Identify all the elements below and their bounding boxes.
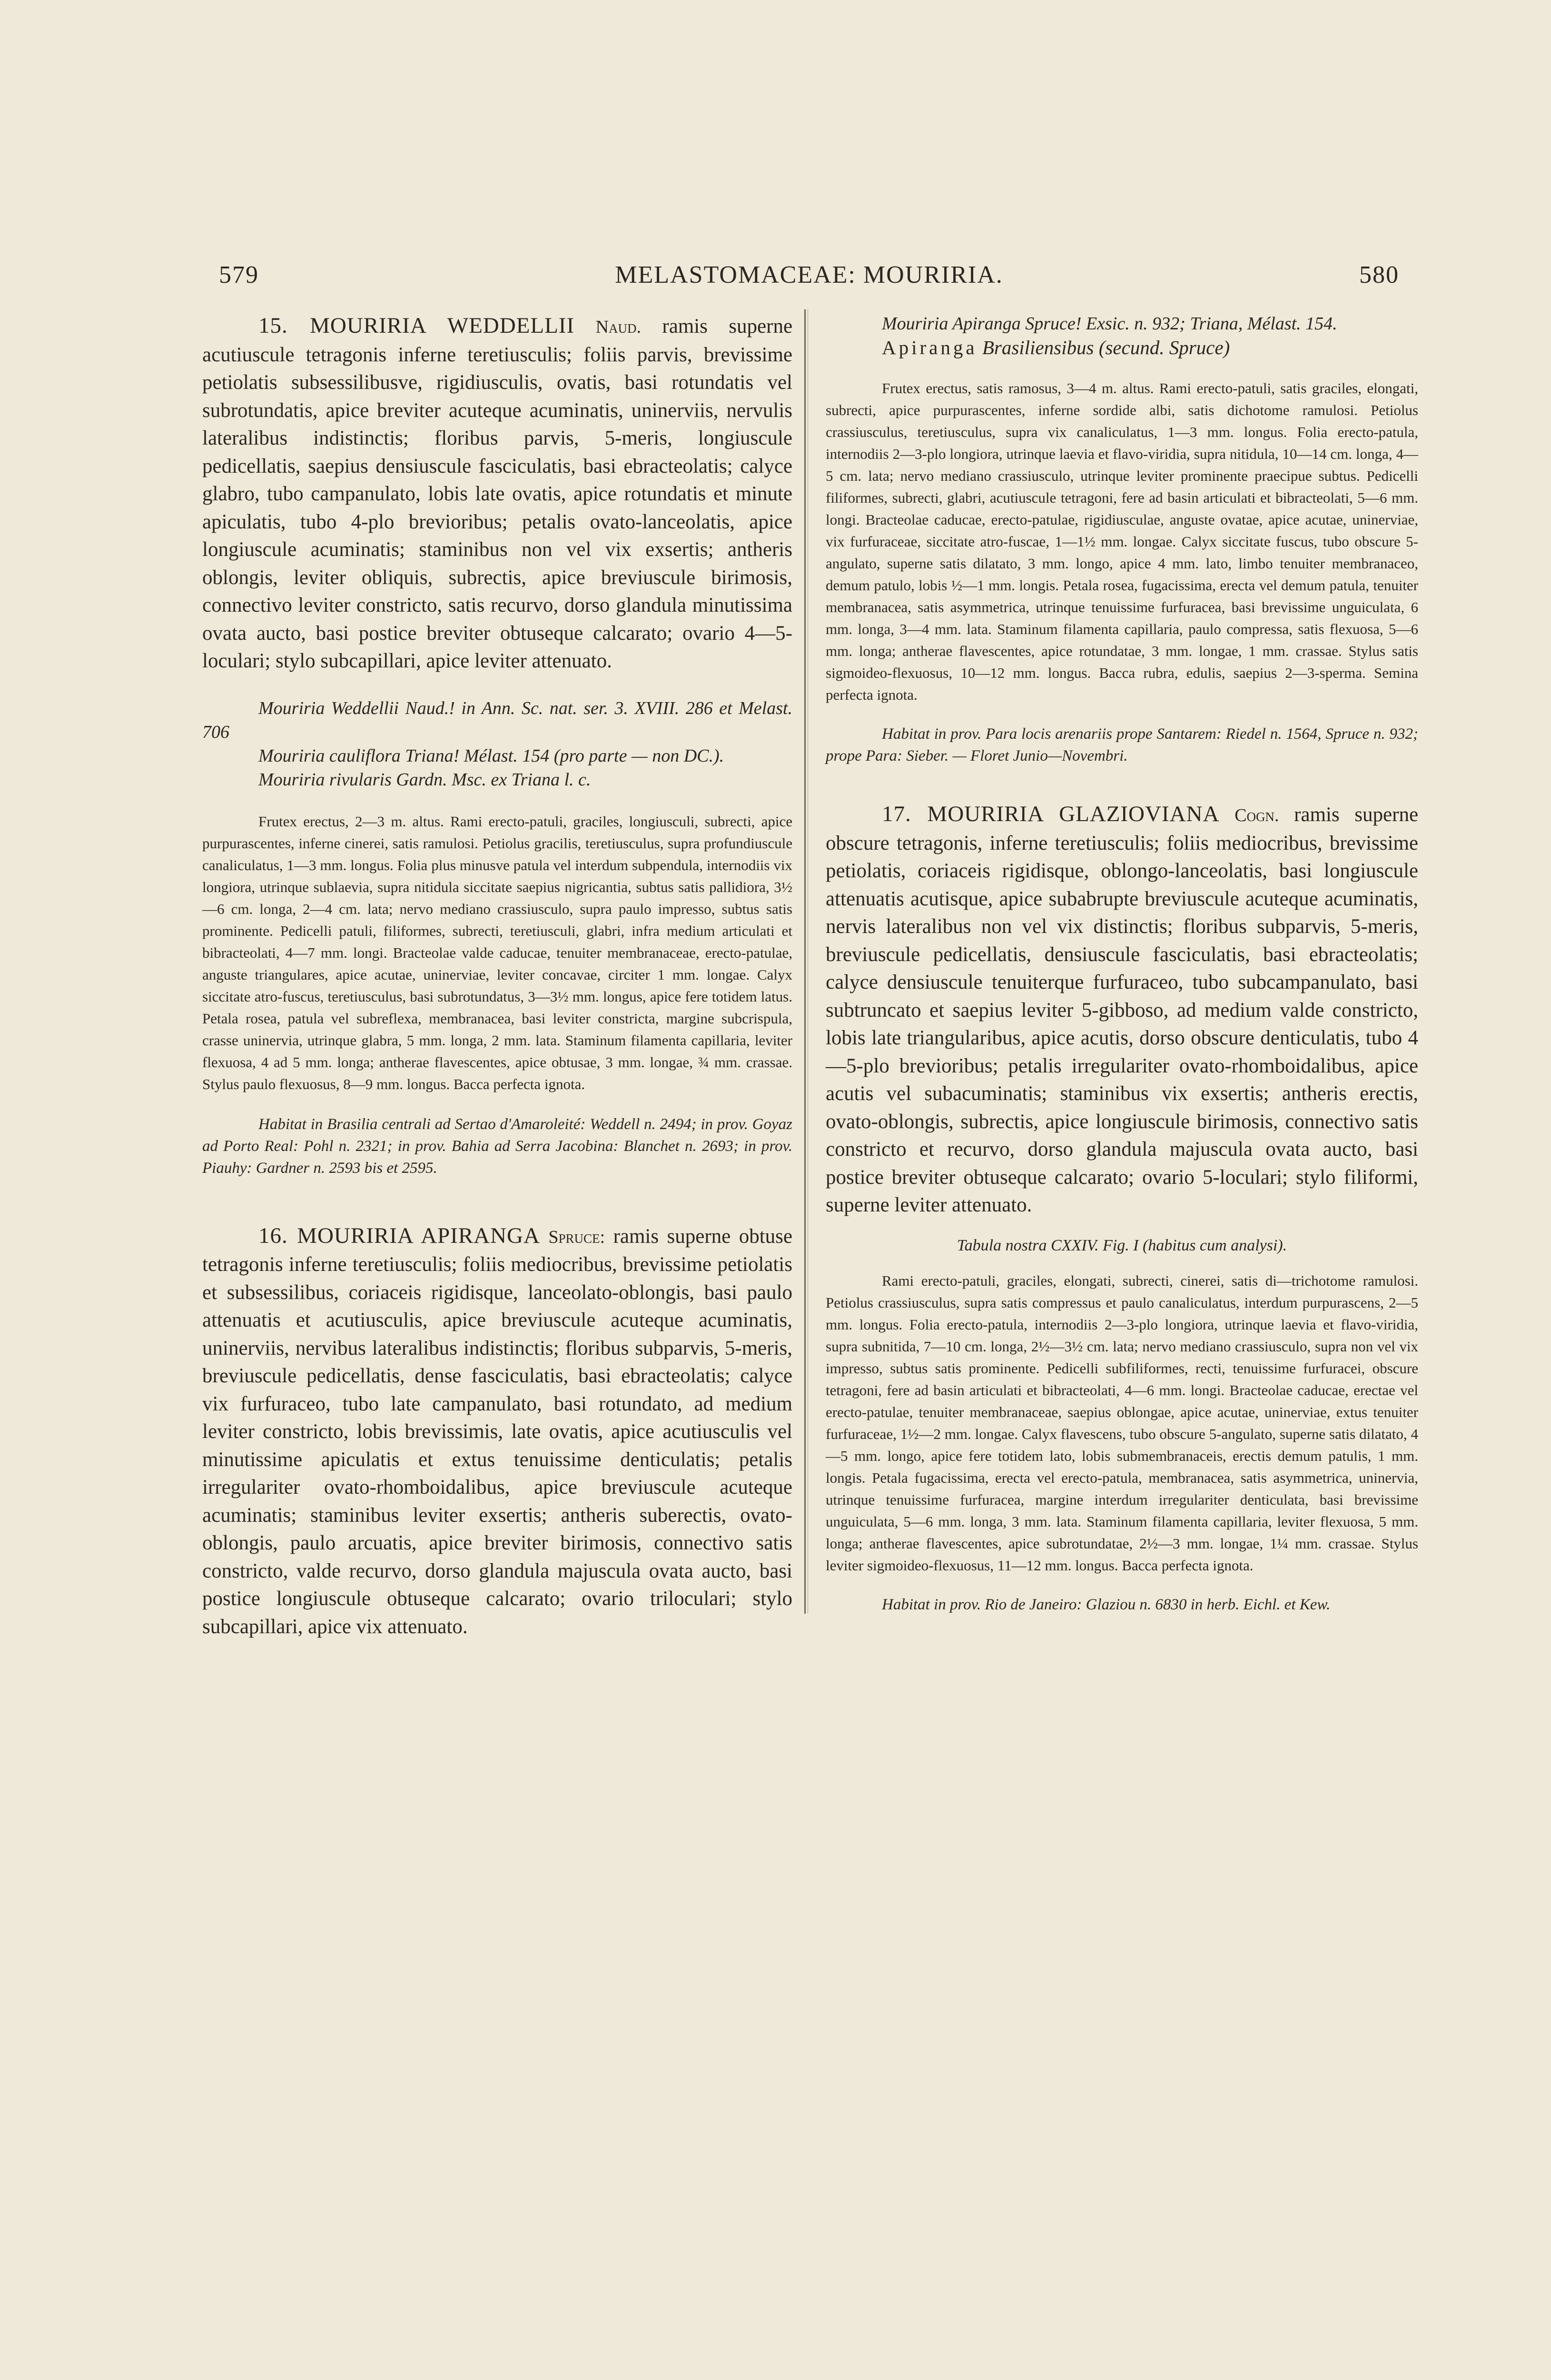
species-16-synonym: Mouriria Apiranga Spruce! Exsic. n. 932; Triana, Mélast. 154. [882, 314, 1337, 334]
species-17-heading: 17. MOURIRIA GLAZIOVIANA [882, 802, 1220, 826]
species-17-habitat: Habitat in prov. Rio de Janeiro: Glaziou n. 6830 in herb. Eichl. et Kew. [882, 1596, 1331, 1613]
species-17-description [826, 800, 1418, 1220]
page-header [219, 261, 1399, 304]
species-15-detailed-description: Frutex erectus, 2—3 m. altus. Rami erecto-patuli, graciles, longiusculi, subrecti, apice purpurascentes, inferne cinerei, satis ramulosi. Petiolus gracilis, teretiusculus, supra profundiuscule canaliculatus, 1—3 mm. longus. Folia plus minusve patula vel interdum subpendula, internodiis vix longiora, utrinque sublaevia, supra nitidula siccitate saepius nigricantia, subtus satis pallidiora, 3½—6 cm. longa, 2—4 cm. lata; nervo mediano crassiusculo, supra paulo impresso, subtus satis prominente. Pedicelli patuli, filiformes, subrecti, teretiusculi, glabri, infra medium articulati et bibracteolati, 4—7 mm. longi. Bracteolae valde caducae, tenuiter membranaceae, erecto-patulae, anguste triangulares, apice acutae, uninerviae, leviter concavae, circiter 1 mm. longae. Calyx siccitate atro-fuscus, teretiusculus, basi subrotundatus, 3—3½ mm. longus, apice fere totidem latus. Petala rosea, patula vel subreflexa, membranacea, basi leviter constricta, margine subcrispula, crasse uninervia, utrinque glabra, 5 mm. longa, 2 mm. lata. Staminum filamenta capillaria, leviter flexuosa, 4 ad 5 mm. longa; antherae flavescentes, apice obtusae, 3 mm. longae, ¾ mm. crassae. Stylus paulo flexuosus, 8—9 mm. longus. Bacca perfecta ignota. [202, 813, 792, 1092]
species-17-diagnosis: ramis superne obscure tetragonis, inferne teretiusculis; foliis mediocribus, brevissime petiolatis, coriaceis rigidisque, oblongo-lanceolatis, basi longiuscule attenuatis acutisque, apice subabrupte breviuscule acuteque acuminatis, nervis lateralibus non vel vix distinctis; floribus subparvis, 5-meris, breviuscule pedicellatis, densiuscule fasciculatis, basi ebracteolatis; calyce densiuscule tenuiterque furfuraceo, tubo subcampanulato, basi subtruncato et saepius leviter 5-gibboso, ad medium valde constricto, lobis late triangularibus, apice acutis, dorso obscure denticulatis, tubo 4—5-plo brevioribus; petalis irregulariter ovato-rhomboidalibus, apice acutis vel subacuminatis; staminibus vix exsertis; antheris erectis, ovato-oblongis, subrectis, apice longiuscule birimosis, connectivo satis constricto et recurvo, dorso glandula majuscula ovata aucto, basi postice breviter obtuseque calcarato; ovario 5-loculari; stylo filiformi, superne leviter attenuato. [826, 803, 1419, 1216]
page-number-right: 580 [1359, 261, 1399, 288]
species-15-author: Naud. [595, 317, 641, 337]
species-16-habitat: Habitat in prov. Para locis arenariis prope Santarem: Riedel n. 1564, Spruce n. 932; prope Para: Sieber. — Floret Junio—Novembri. [826, 725, 1418, 764]
vernacular-note: Brasiliensibus (secund. Spruce) [982, 337, 1230, 358]
species-17-detailed-description: Rami erecto-patuli, graciles, elongati, subrecti, cinerei, satis di—trichotome ramulosi. Petiolus crassiusculus, supra satis compressus et paulo canaliculatus, interdum purpurascens, 2—5 mm. longus. Folia erecto-patula, internodiis 2—3-plo longiora, utrinque laevia et flavo-viridia, supra subnitida, 7—10 cm. longa, 2½—3½ cm. lata; nervo mediano crassiusculo, supra non vel vix impresso, subtus satis prominente. Pedicelli subfiliformes, recti, tenuissime furfuracei, obscure tetragoni, fere ad basin articulati et bibracteolati, 4—6 mm. longi. Bracteolae caducae, erectae vel erecto-patulae, tenuiter membranaceae, saepius oblongae, apice acutae, uninerviae, extus tenuiter furfuraceae, 1½—2 mm. longae. Calyx flavescens, tubo obscure 5-angulato, superne satis dilatato, 4—5 mm. longo, apice fere totidem lato, lobis submembranaceis, erectis demum patulis, 1 mm. longis. Petala fugacissima, erecta vel erecto-patula, membranacea, satis asymmetrica, uninervia, utrinque tenuissime furfuracea, margine interdum irregulariter denticulata, basi brevissime unguiculata, 5—6 mm. longa, 3 mm. lata. Staminum filamenta capillaria, leviter flexuosa, 5 mm. longa; antherae flavescentes, apice subrotundatae, 2½—3 mm. longae, 1¼ mm. crassae. Stylus leviter sigmoideo-flexuosus, 11—12 mm. longus. Bacca perfecta ignota. [826, 1272, 1418, 1574]
running-title: MELASTOMACEAE: MOURIRIA. [615, 261, 1003, 288]
vernacular-name: Apiranga [882, 337, 978, 358]
species-15-description [202, 312, 792, 675]
species-15-habitat: Habitat in Brasilia centrali ad Sertao d'Amaroleité: Weddell n. 2494; in prov. Goyaz ad Porto Real: Pohl n. 2321; in prov. Bahia ad Serra Jacobina: Blanchet n. 2693; in prov. Piauhy: Gardner n. 2593 bis et 2595. [202, 1115, 792, 1177]
species-16-description [202, 1222, 792, 1641]
species-16-detailed-description: Frutex erectus, satis ramosus, 3—4 m. altus. Rami erecto-patuli, satis graciles, elongati, subrecti, apice purpurascentes, inferne sordide albi, satis dichotome ramulosi. Petiolus crassiusculus, teretiusculus, supra vix canaliculatus, 1—3 mm. longus. Folia erecto-patula, internodiis 2—3-plo longiora, utrinque laevia et flavo-viridia, supra nitidula, 10—14 cm. longa, 4—5 cm. lata; nervo mediano crassiusculo, utrinque leviter prominente praecipue subtus. Pedicelli filiformes, subrecti, glabri, acutiuscule tetragoni, fere ad basin articulati et bibracteolati, 5—6 mm. longi. Bracteolae caducae, erecto-patulae, rigidiusculae, anguste ovatae, apice acutae, uninerviae, vix furfuraceae, siccitate atro-fuscae, 1—1½ mm. longae. Calyx siccitate fuscus, tubo obscure 5-angulato, superne satis dilatato, 3 mm. longo, apice 4 mm. lato, limbo tenuiter membranaceo, demum patulo, lobis ½—1 mm. longis. Petala rosea, fugacissima, erecta vel demum patula, tenuiter membranacea, satis asymmetrica, utrinque tenuissime furfuracea, basi brevissime unguiculata, 6 mm. longa, 3—4 mm. lata. Staminum filamenta capillaria, paulo compressa, satis flexuosa, 5—6 mm. longa; antherae flavescentes, apice rotundatae, 3 mm. longae, 1 mm. crassae. Stylus satis sigmoideo-flexuosus, 10—12 mm. longus. Bacca rubra, edulis, saepius 2—3-sperma. Semina perfecta ignota. [826, 380, 1418, 703]
species-15-diagnosis: ramis superne acutiuscule tetragonis inferne teretiusculis; foliis parvis, brevissime petiolatis subsessilibusve, rigidiusculis, ovatis, basi rotundatis vel subrotundatis, apice breviter acuteque acuminatis, uninerviis, nervulis lateralibus indistinctis; floribus parvis, 5-meris, longiuscule pedicellatis, saepius densiuscule fasciculatis, basi ebracteolatis; calyce glabro, tubo campanulato, lobis late ovatis, apice rotundatis et minute apiculatis, tubo 4-plo brevioribus; petalis ovato-lanceolatis, apice longiuscule acuminatis; staminibus non vel vix exsertis; antheris oblongis, leviter obliquis, subrectis, apice breviuscule birimosis, connectivo leviter constricto, satis recurvo, dorso glandula minutissima ovata aucto, basi postice breviter obtuseque calcarato; ovario 4—5-loculari; stylo subcapillari, apice leviter attenuato. [202, 315, 793, 672]
species-16-vernacular [826, 336, 1418, 359]
plate-reference: Tabula nostra CXXIV. Fig. I (habitus cum analysi). [957, 1236, 1287, 1254]
species-16-author: Spruce: [548, 1227, 605, 1247]
right-column [826, 312, 1418, 1616]
species-16-diagnosis: ramis superne obtuse tetragonis inferne teretiusculis; foliis mediocribus, brevissime petiolatis et subsessilibus, coriaceis rigidisque, lanceolato-oblongis, basi paulo attenuatis et acutiusculis, apice breviuscule acuteque acuminatis, uninerviis, nervibus lateralibus indistinctis; floribus subparvis, 5-meris, breviuscule pedicellatis, dense fasciculatis, basi ebracteolatis; calyce vix furfuraceo, tubo late campanulato, basi rotundato, ad medium leviter constricto, lobis brevissimis, late ovatis, apice acutiusculis vel minutissime apiculatis et extus tenuissime denticulatis; petalis irregulariter ovato-rhomboidalibus, apice breviuscule acuteque acuminatis; staminibus leviter exsertis; antheris suberectis, ovato-oblongis, paulo arcuatis, apice breviter birimosis, connectivo satis constricto, valde recurvo, dorso glandula majuscula ovata aucto, basi postice longiuscule obtuseque calcarato; ovario triloculari; stylo subcapillari, apice vix attenuato. [202, 1225, 792, 1638]
species-15-heading: 15. MOURIRIA WEDDELLII [258, 313, 575, 338]
page-number-left: 579 [219, 261, 259, 288]
left-column [202, 312, 792, 1641]
species-15-synonym-3: Mouriria rivularis Gardn. Msc. ex Triana l. c. [258, 769, 591, 790]
species-16-heading: 16. MOURIRIA APIRANGA [258, 1223, 540, 1248]
species-17-author: Cogn. [1235, 805, 1279, 825]
species-15-synonym-1: Mouriria Weddellii Naud.! in Ann. Sc. nat. ser. 3. XVIII. 286 et Melast. 706 [202, 698, 792, 742]
column-divider [804, 309, 806, 1614]
species-15-synonym-2: Mouriria cauliflora Triana! Mélast. 154 (pro parte — non DC.). [258, 745, 724, 766]
